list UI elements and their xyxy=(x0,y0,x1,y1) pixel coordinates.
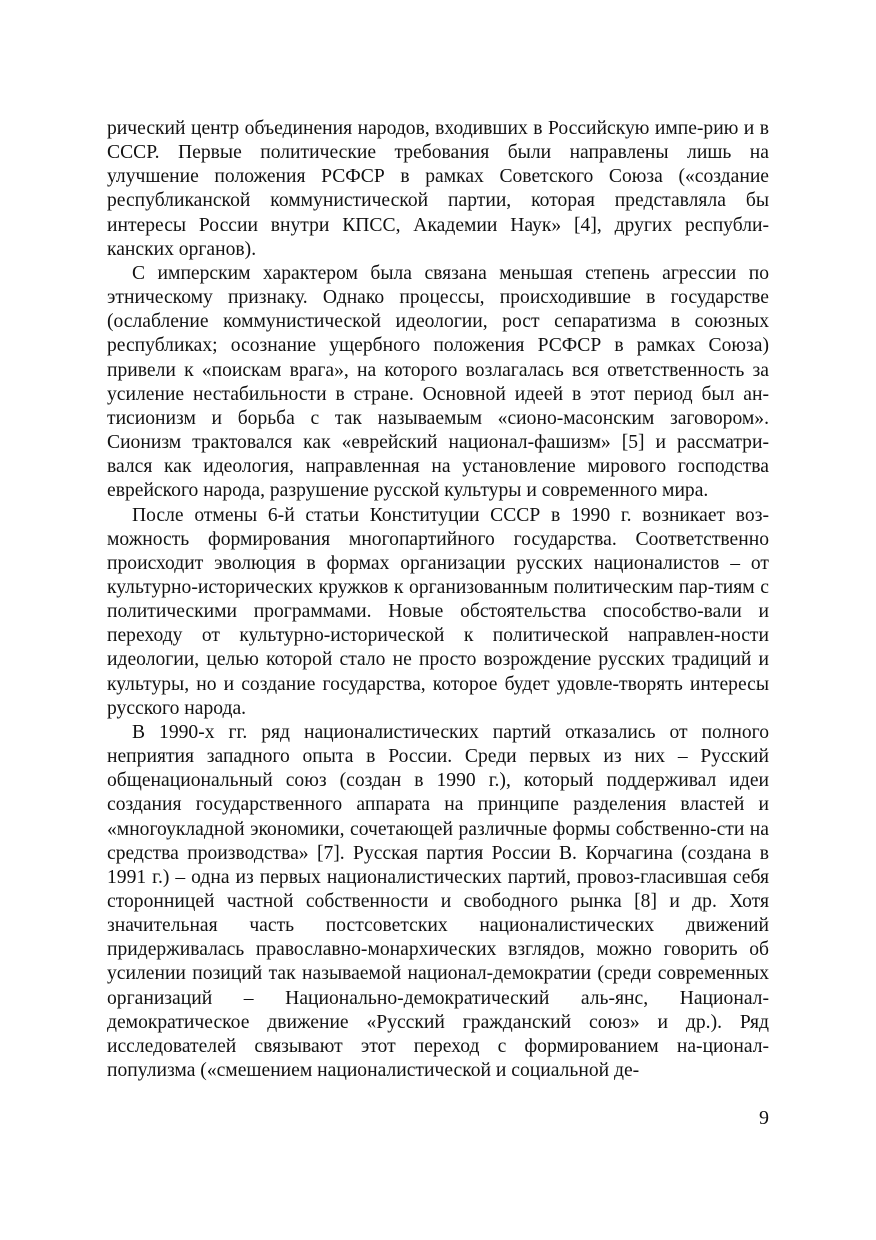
paragraph-4: В 1990-х гг. ряд националистических партий отказались от полного неприятия западного опыта в России. Среди первых из них – Русский общенациональный союз (создан в 1990 г.), который поддерживал идеи создания государственного аппарата на принципе разделения властей и «многоукладной экономики, сочетающей различные формы собственно-сти на средства производства» [7]. Русская партия России В. Корчагина (создана в 1991 г.) – одна из первых националистических партий, провоз-гласившая себя сторонницей частной собственности и свободного рынка [8] и др. Хотя значительная часть постсоветских националистических движений придерживалась православно-монархических взглядов, можно говорить об усилении позиций так называемой национал-демократии (среди современных организаций – Национально-демократический аль-янс, Национал-демократическое движение «Русский гражданский союз» и др.). Ряд исследователей связывают этот переход с формированием на-ционал-популизма («смешением националистической и социальной де- xyxy=(107,721,769,1082)
page-number: 9 xyxy=(759,1107,769,1129)
paragraph-2: С имперским характером была связана меньшая степень агрессии по этническому признаку. Однако процессы, происходившие в государстве (ослабление коммунистической идеологии, рост сепаратизма в союзных республиках; осознание ущербного положения РСФСР в рамках Союза) привели к «поискам врага», на которого возлагалась вся ответственность за усиление нестабильности в стране. Основной идеей в этот период был ан-тисионизм и борьба с так называемым «сионо-масонским заговором». Сионизм трактовался как «еврейский национал-фашизм» [5] и рассматри-вался как идеология, направленная на установление мирового господства еврейского народа, разрушение русской культуры и современного мира. xyxy=(107,262,769,502)
paragraph-1: рический центр объединения народов, входивших в Российскую импе-рию и в СССР. Первые политические требования были направлены лишь на улучшение положения РСФСР в рамках Советского Союза («создание республиканской коммунистической партии, которая представляла бы интересы России внутри КПСС, Академии Наук» [4], других республи-канских органов). xyxy=(107,118,769,260)
page-body xyxy=(107,117,769,1083)
paragraph-3: После отмены 6-й статьи Конституции СССР в 1990 г. возникает воз-можность формирования многопартийного государства. Соответственно происходит эволюция в формах организации русских националистов – от культурно-исторических кружков к организованным политическим пар-тиям с политическими программами. Новые обстоятельства способство-вали и переходу от культурно-исторической к политической направлен-ности идеологии, целью которой стало не просто возрождение русских традиций и культуры, но и создание государства, которое будет удовле-творять интересы русского народа. xyxy=(107,504,769,719)
